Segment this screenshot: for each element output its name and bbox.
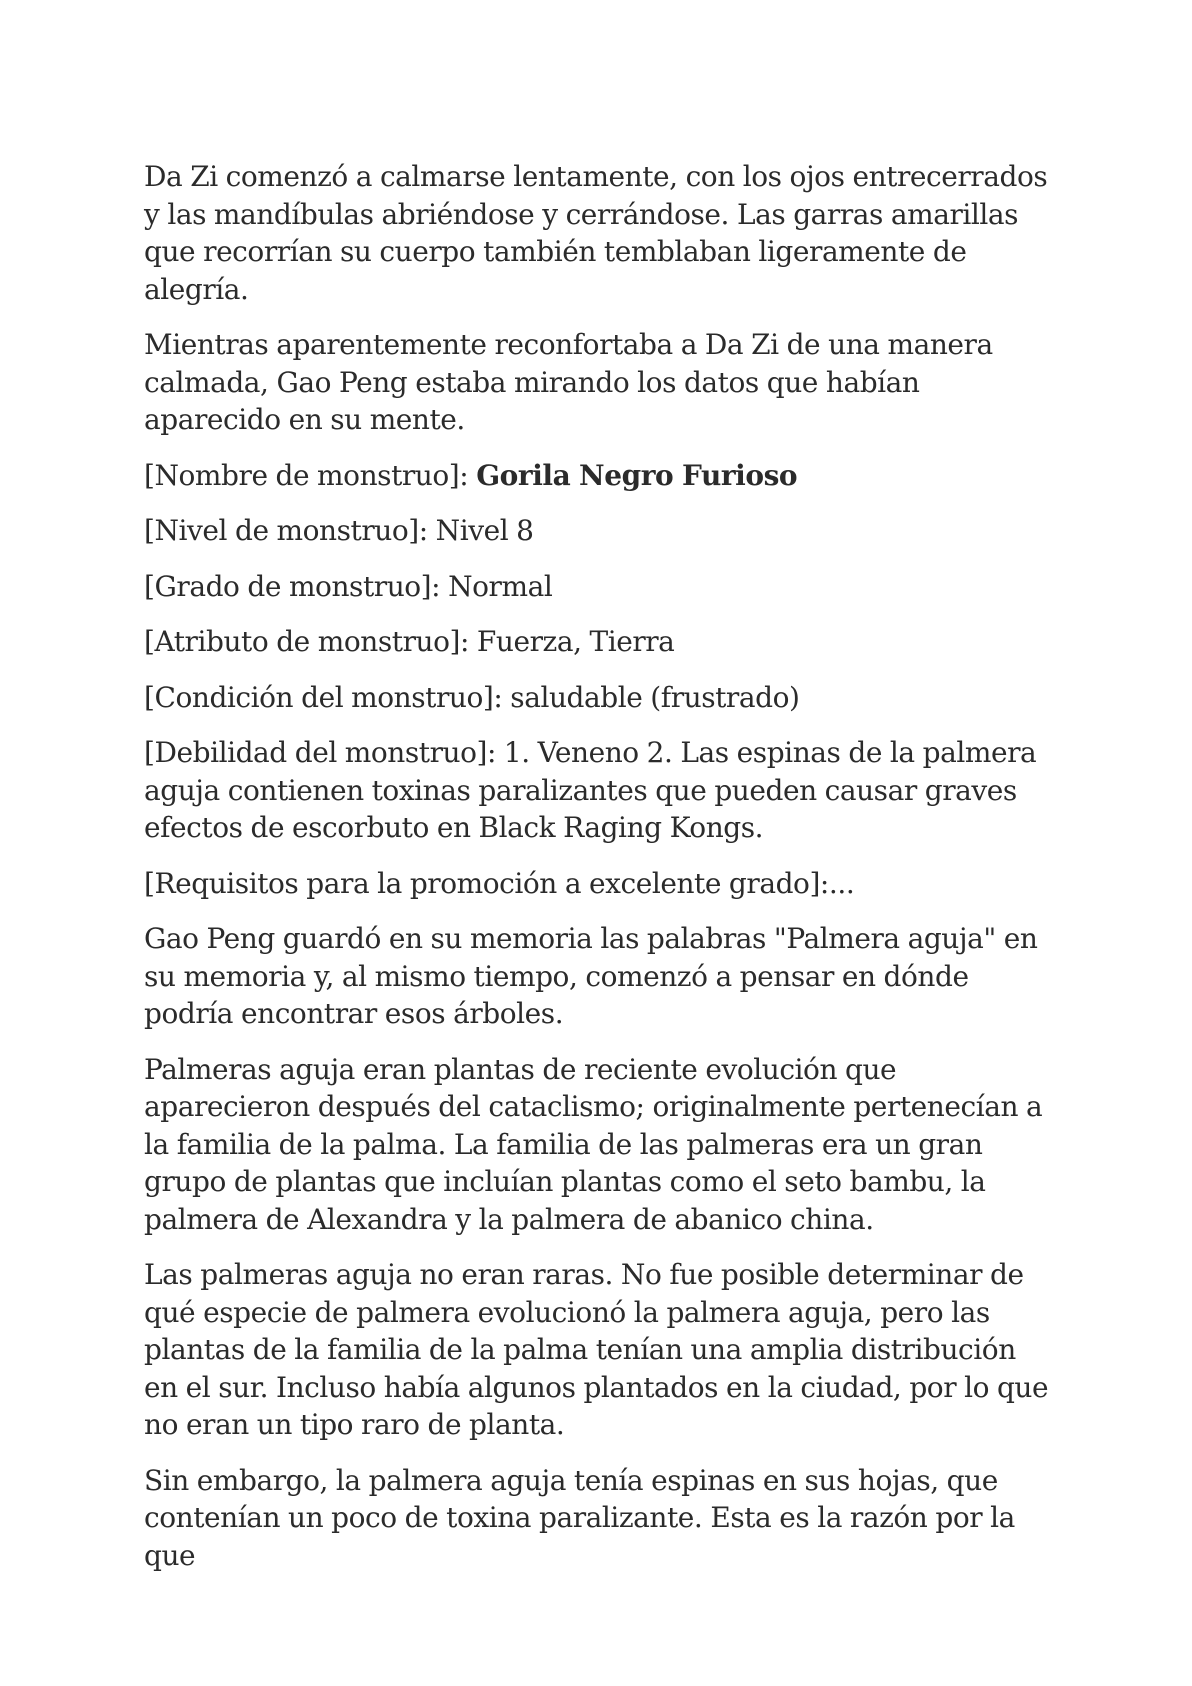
- paragraph: Sin embargo, la palmera aguja tenía espinas en sus hojas, que contenían un poco de toxina paralizante. Esta es la razón por la que: [144, 1463, 1015, 1572]
- paragraph: Mientras aparentemente reconfortaba a Da Zi de una manera calmada, Gao Peng estaba mirando los datos que habían aparecido en su mente.: [144, 328, 993, 436]
- monster-name-value: Gorila Negro Furioso: [476, 458, 798, 492]
- stat-monster-grade: [Grado de monstruo]: Normal: [144, 569, 553, 603]
- stat-monster-level: [Nivel de monstruo]: Nivel 8: [144, 514, 534, 547]
- stat-monster-weakness: [Debilidad del monstruo]: 1. Veneno 2. Las espinas de la palmera aguja contienen toxinas paralizantes que pueden causar graves efectos de escorbuto en Black Raging Kongs.: [144, 736, 1037, 844]
- stat-label: [Nombre de monstruo]:: [144, 458, 477, 492]
- stat-promotion-requirements: [Requisitos para la promoción a excelente grado]:...: [144, 866, 855, 900]
- stat-monster-name: [144, 457, 1054, 495]
- stat-monster-attribute: [Atributo de monstruo]: Fuerza, Tierra: [144, 625, 675, 658]
- paragraph: Palmeras aguja eran plantas de reciente evolución que aparecieron después del cataclismo; originalmente pertenecían a la familia de la palma. La familia de las palmeras era un gran grupo de plantas que incluían plantas como el seto bambu, la palmera de Alexandra y la palmera de abanico china.: [144, 1052, 1043, 1236]
- document-page: [144, 158, 1054, 1592]
- paragraph: Las palmeras aguja no eran raras. No fue posible determinar de qué especie de palmera evolucionó la palmera aguja, pero las plantas de la familia de la palma tenían una amplia distribución en el sur. Incluso había algunos plantados en la ciudad, por lo que no eran un tipo raro de planta.: [144, 1258, 1049, 1441]
- paragraph: Gao Peng guardó en su memoria las palabras "Palmera aguja" en su memoria y, al mismo tiempo, comenzó a pensar en dónde podría encontrar esos árboles.: [144, 922, 1038, 1030]
- paragraph: Da Zi comenzó a calmarse lentamente, con los ojos entrecerrados y las mandíbulas abriéndose y cerrándose. Las garras amarillas que recorrían su cuerpo también temblaban ligeramente de alegría.: [144, 160, 1048, 306]
- stat-monster-condition: [Condición del monstruo]: saludable (frustrado): [144, 680, 800, 714]
